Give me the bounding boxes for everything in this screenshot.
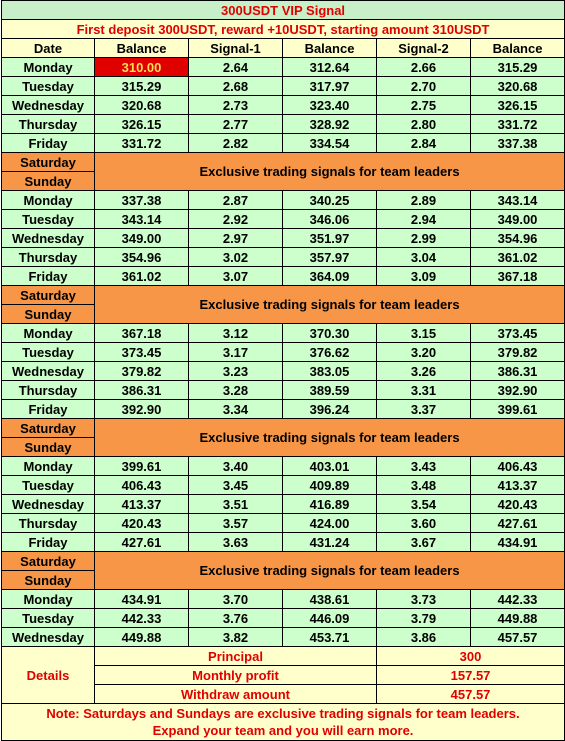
table-row — [2, 362, 565, 381]
cell-balance-mid: 403.01 — [283, 457, 377, 476]
cell-signal-1: 3.17 — [189, 343, 283, 362]
signal-table — [1, 0, 565, 741]
table-row — [2, 590, 565, 609]
table-row — [2, 476, 565, 495]
team-leader-banner: Exclusive trading signals for team leaders — [95, 419, 565, 457]
cell-signal-2: 3.09 — [377, 267, 471, 286]
cell-balance-mid: 396.24 — [283, 400, 377, 419]
cell-signal-2: 2.89 — [377, 191, 471, 210]
cell-balance-end: 331.72 — [471, 115, 565, 134]
cell-balance-mid: 323.40 — [283, 96, 377, 115]
weekend-sunday: Sunday — [2, 438, 95, 457]
cell-signal-2: 3.31 — [377, 381, 471, 400]
cell-signal-2: 3.20 — [377, 343, 471, 362]
cell-balance-mid: 446.09 — [283, 609, 377, 628]
table-row — [2, 343, 565, 362]
cell-balance-end: 420.43 — [471, 495, 565, 514]
team-leader-banner: Exclusive trading signals for team leaders — [95, 153, 565, 191]
cell-signal-1: 2.64 — [189, 58, 283, 77]
page-subtitle: First deposit 300USDT, reward +10USDT, starting amount 310USDT — [2, 20, 565, 39]
header-balance: Balance — [95, 39, 189, 58]
cell-day: Friday — [2, 400, 95, 419]
summary-row — [2, 647, 565, 666]
cell-signal-1: 3.57 — [189, 514, 283, 533]
cell-signal-1: 2.68 — [189, 77, 283, 96]
note — [2, 704, 565, 741]
table-row — [2, 381, 565, 400]
header-balance: Balance — [471, 39, 565, 58]
table-row — [2, 400, 565, 419]
cell-balance-start: 331.72 — [95, 134, 189, 153]
cell-signal-2: 3.67 — [377, 533, 471, 552]
table-row — [2, 248, 565, 267]
cell-day: Tuesday — [2, 210, 95, 229]
cell-balance-end: 427.61 — [471, 514, 565, 533]
cell-signal-1: 3.70 — [189, 590, 283, 609]
header-signal-1: Signal-1 — [189, 39, 283, 58]
cell-balance-start: 442.33 — [95, 609, 189, 628]
table-row — [2, 533, 565, 552]
cell-balance-mid: 346.06 — [283, 210, 377, 229]
team-leader-banner: Exclusive trading signals for team leaders — [95, 286, 565, 324]
cell-signal-1: 3.76 — [189, 609, 283, 628]
cell-signal-1: 3.34 — [189, 400, 283, 419]
cell-signal-1: 3.12 — [189, 324, 283, 343]
cell-balance-end: 457.57 — [471, 628, 565, 647]
note-row — [2, 704, 565, 741]
cell-balance-end: 349.00 — [471, 210, 565, 229]
cell-balance-end: 399.61 — [471, 400, 565, 419]
summary-value: 157.57 — [377, 666, 565, 685]
summary-label: Principal — [95, 647, 377, 666]
cell-balance-end: 315.29 — [471, 58, 565, 77]
cell-signal-1: 3.23 — [189, 362, 283, 381]
weekend-sunday: Sunday — [2, 305, 95, 324]
cell-day: Monday — [2, 324, 95, 343]
cell-day: Wednesday — [2, 628, 95, 647]
header-date: Date — [2, 39, 95, 58]
table-row — [2, 609, 565, 628]
cell-signal-1: 2.77 — [189, 115, 283, 134]
weekend-row — [2, 419, 565, 438]
cell-day: Monday — [2, 457, 95, 476]
cell-balance-start: 367.18 — [95, 324, 189, 343]
details-label: Details — [2, 647, 95, 704]
cell-signal-2: 2.80 — [377, 115, 471, 134]
cell-signal-1: 2.97 — [189, 229, 283, 248]
cell-balance-end: 442.33 — [471, 590, 565, 609]
weekend-sunday: Sunday — [2, 172, 95, 191]
cell-signal-2: 3.79 — [377, 609, 471, 628]
cell-balance-start: 434.91 — [95, 590, 189, 609]
cell-balance-mid: 416.89 — [283, 495, 377, 514]
table-row — [2, 58, 565, 77]
table-row — [2, 191, 565, 210]
cell-balance-end: 326.15 — [471, 96, 565, 115]
cell-signal-2: 3.26 — [377, 362, 471, 381]
cell-balance-mid: 364.09 — [283, 267, 377, 286]
cell-signal-1: 3.82 — [189, 628, 283, 647]
table-row — [2, 96, 565, 115]
cell-balance-start: 427.61 — [95, 533, 189, 552]
cell-balance-end: 392.90 — [471, 381, 565, 400]
cell-balance-start: 354.96 — [95, 248, 189, 267]
cell-day: Tuesday — [2, 343, 95, 362]
cell-day: Thursday — [2, 381, 95, 400]
cell-balance-mid: 389.59 — [283, 381, 377, 400]
cell-balance-end: 373.45 — [471, 324, 565, 343]
note-line-2: Expand your team and you will earn more. — [152, 723, 414, 738]
table-row — [2, 134, 565, 153]
cell-day: Wednesday — [2, 362, 95, 381]
cell-balance-end: 337.38 — [471, 134, 565, 153]
header-signal-2: Signal-2 — [377, 39, 471, 58]
cell-balance-end: 406.43 — [471, 457, 565, 476]
cell-signal-2: 3.15 — [377, 324, 471, 343]
cell-balance-end: 361.02 — [471, 248, 565, 267]
cell-signal-2: 3.43 — [377, 457, 471, 476]
summary-label: Withdraw amount — [95, 685, 377, 704]
cell-day: Monday — [2, 58, 95, 77]
cell-balance-mid: 357.97 — [283, 248, 377, 267]
cell-day: Friday — [2, 533, 95, 552]
cell-signal-1: 2.92 — [189, 210, 283, 229]
cell-signal-2: 2.70 — [377, 77, 471, 96]
weekend-sunday: Sunday — [2, 571, 95, 590]
cell-balance-end: 449.88 — [471, 609, 565, 628]
cell-balance-mid: 334.54 — [283, 134, 377, 153]
cell-day: Tuesday — [2, 77, 95, 96]
cell-signal-1: 3.40 — [189, 457, 283, 476]
cell-balance-start: 349.00 — [95, 229, 189, 248]
cell-balance-start: 449.88 — [95, 628, 189, 647]
page-title: 300USDT VIP Signal — [2, 1, 565, 20]
cell-day: Tuesday — [2, 476, 95, 495]
cell-signal-2: 2.66 — [377, 58, 471, 77]
cell-balance-end: 354.96 — [471, 229, 565, 248]
cell-signal-2: 2.75 — [377, 96, 471, 115]
header-balance: Balance — [283, 39, 377, 58]
cell-signal-2: 3.54 — [377, 495, 471, 514]
cell-balance-end: 367.18 — [471, 267, 565, 286]
cell-balance-start: 420.43 — [95, 514, 189, 533]
cell-balance-mid: 431.24 — [283, 533, 377, 552]
cell-balance-start: 320.68 — [95, 96, 189, 115]
weekend-saturday: Saturday — [2, 286, 95, 305]
cell-day: Thursday — [2, 115, 95, 134]
cell-signal-1: 2.73 — [189, 96, 283, 115]
cell-balance-mid: 383.05 — [283, 362, 377, 381]
cell-balance-end: 413.37 — [471, 476, 565, 495]
cell-balance-start: 310.00 — [95, 58, 189, 77]
cell-balance-mid: 376.62 — [283, 343, 377, 362]
cell-signal-1: 3.07 — [189, 267, 283, 286]
weekend-saturday: Saturday — [2, 419, 95, 438]
cell-balance-end: 386.31 — [471, 362, 565, 381]
cell-balance-mid: 340.25 — [283, 191, 377, 210]
cell-balance-mid: 409.89 — [283, 476, 377, 495]
cell-day: Monday — [2, 191, 95, 210]
cell-signal-1: 3.28 — [189, 381, 283, 400]
table-row — [2, 495, 565, 514]
team-leader-banner: Exclusive trading signals for team leaders — [95, 552, 565, 590]
cell-day: Friday — [2, 134, 95, 153]
cell-balance-mid: 312.64 — [283, 58, 377, 77]
cell-signal-2: 3.60 — [377, 514, 471, 533]
cell-balance-end: 320.68 — [471, 77, 565, 96]
cell-signal-1: 3.63 — [189, 533, 283, 552]
cell-day: Wednesday — [2, 495, 95, 514]
weekend-saturday: Saturday — [2, 153, 95, 172]
weekend-row — [2, 552, 565, 571]
table-row — [2, 514, 565, 533]
cell-balance-mid: 328.92 — [283, 115, 377, 134]
cell-day: Tuesday — [2, 609, 95, 628]
table-row — [2, 229, 565, 248]
summary-value: 300 — [377, 647, 565, 666]
cell-signal-2: 3.48 — [377, 476, 471, 495]
cell-signal-1: 2.87 — [189, 191, 283, 210]
cell-signal-2: 2.99 — [377, 229, 471, 248]
table-row — [2, 324, 565, 343]
weekend-saturday: Saturday — [2, 552, 95, 571]
table-row — [2, 457, 565, 476]
cell-signal-1: 3.45 — [189, 476, 283, 495]
cell-day: Thursday — [2, 248, 95, 267]
cell-signal-1: 3.51 — [189, 495, 283, 514]
cell-balance-start: 343.14 — [95, 210, 189, 229]
weekend-row — [2, 153, 565, 172]
cell-balance-start: 337.38 — [95, 191, 189, 210]
note-line-1: Note: Saturdays and Sundays are exclusive trading signals for team leaders. — [46, 706, 520, 721]
weekend-row — [2, 286, 565, 305]
cell-balance-mid: 351.97 — [283, 229, 377, 248]
cell-day: Wednesday — [2, 229, 95, 248]
header-row — [2, 39, 565, 58]
cell-balance-start: 413.37 — [95, 495, 189, 514]
table-row — [2, 267, 565, 286]
cell-balance-end: 379.82 — [471, 343, 565, 362]
cell-signal-2: 2.84 — [377, 134, 471, 153]
cell-signal-2: 2.94 — [377, 210, 471, 229]
cell-balance-start: 406.43 — [95, 476, 189, 495]
cell-signal-2: 3.37 — [377, 400, 471, 419]
cell-balance-start: 399.61 — [95, 457, 189, 476]
table-row — [2, 210, 565, 229]
summary-label: Monthly profit — [95, 666, 377, 685]
cell-balance-end: 434.91 — [471, 533, 565, 552]
summary-value: 457.57 — [377, 685, 565, 704]
cell-balance-mid: 370.30 — [283, 324, 377, 343]
cell-balance-start: 379.82 — [95, 362, 189, 381]
cell-signal-1: 2.82 — [189, 134, 283, 153]
cell-signal-2: 3.04 — [377, 248, 471, 267]
cell-day: Wednesday — [2, 96, 95, 115]
cell-signal-2: 3.86 — [377, 628, 471, 647]
cell-balance-end: 343.14 — [471, 191, 565, 210]
cell-balance-start: 373.45 — [95, 343, 189, 362]
cell-balance-mid: 453.71 — [283, 628, 377, 647]
cell-signal-2: 3.73 — [377, 590, 471, 609]
cell-day: Thursday — [2, 514, 95, 533]
table-row — [2, 77, 565, 96]
cell-balance-mid: 424.00 — [283, 514, 377, 533]
cell-balance-start: 326.15 — [95, 115, 189, 134]
table-row — [2, 115, 565, 134]
cell-balance-start: 361.02 — [95, 267, 189, 286]
cell-day: Monday — [2, 590, 95, 609]
cell-balance-start: 386.31 — [95, 381, 189, 400]
cell-balance-start: 392.90 — [95, 400, 189, 419]
cell-signal-1: 3.02 — [189, 248, 283, 267]
cell-balance-mid: 317.97 — [283, 77, 377, 96]
table-row — [2, 628, 565, 647]
cell-balance-mid: 438.61 — [283, 590, 377, 609]
cell-day: Friday — [2, 267, 95, 286]
cell-balance-start: 315.29 — [95, 77, 189, 96]
